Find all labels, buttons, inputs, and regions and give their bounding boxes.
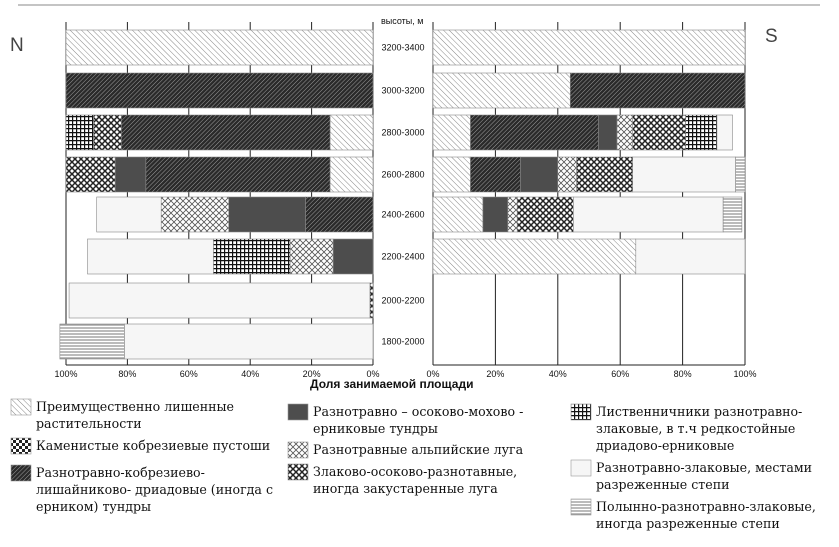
x-tick-label-left: 60%: [179, 369, 198, 379]
bar-s-bare-2600-2800: [433, 157, 470, 192]
bar-s-alpine-2400-2600: [508, 197, 517, 232]
bar-n-steppe-2000-2200: [69, 283, 370, 318]
bar-n-steppe-1800-2000: [124, 324, 373, 359]
bar-n-sedge-2200-2400: [333, 239, 373, 274]
x-tick-label-right: 100%: [733, 369, 757, 379]
bar-s-wormwood-2400-2600: [723, 197, 742, 232]
x-tick-label-left: 40%: [241, 369, 260, 379]
legend-item-steppe: [570, 459, 812, 493]
bar-s-bare-2200-2400: [433, 239, 636, 274]
bar-s-steppe-2400-2600: [573, 197, 723, 232]
legend-item-stony: [10, 437, 270, 455]
legend-swatch-wormwood: [570, 498, 592, 516]
bar-s-bare-2400-2600: [433, 197, 483, 232]
legend-item-grassmeadow: [287, 463, 517, 497]
category-label: 2600-2800: [381, 169, 425, 180]
category-label: 2400-2600: [381, 209, 425, 220]
bar-n-sedge-2600-2800: [115, 157, 146, 192]
legend-swatch-bare: [10, 398, 32, 416]
x-tick-label-left: 20%: [302, 369, 321, 379]
altitude-header: высоты, м: [381, 16, 424, 26]
x-tick-label-right: 20%: [486, 369, 505, 379]
bar-s-grassmeadow-2800-3000: [633, 115, 686, 150]
legend-item-tundra: [10, 464, 273, 515]
bar-n-grassmeadow-2800-3000: [94, 115, 122, 150]
bar-n-bare-2800-3000: [330, 115, 373, 150]
bar-n-bare-2600-2800: [330, 157, 373, 192]
bar-n-grassmeadow-2000-2200: [370, 283, 373, 318]
bar-n-sedge-2400-2600: [229, 197, 306, 232]
bar-s-steppe-2800-3000: [717, 115, 733, 150]
legend-label: Разнотравно – осоково-мохово - ерниковые тундры: [313, 404, 524, 436]
x-tick-label-left: 80%: [118, 369, 137, 379]
x-tick-label-left: 0%: [366, 369, 380, 379]
legend-item-alpine: [287, 441, 523, 459]
bar-s-sedge-2800-3000: [598, 115, 617, 150]
legend-label: Разнотравно-кобрезиево- лишайниково- дриадовые (иногда с ерником) тундры: [36, 465, 273, 514]
legend-swatch-tundra: [10, 464, 32, 482]
category-label: 2200-2400: [381, 251, 425, 262]
legend-item-sedge: [287, 403, 523, 437]
bar-n-tundra-2600-2800: [146, 157, 330, 192]
bar-s-sedge-2600-2800: [520, 157, 557, 192]
bar-s-tundra-3000-3200: [570, 73, 745, 108]
legend-swatch-stony: [10, 437, 32, 455]
bar-s-steppe-2200-2400: [636, 239, 745, 274]
category-labels: [381, 43, 424, 347]
category-label: 3000-3200: [381, 85, 425, 96]
x-tick-label-right: 0%: [426, 369, 440, 379]
x-tick-label-left: 100%: [54, 369, 78, 379]
bar-n-grassmeadow-2600-2800: [66, 157, 115, 192]
panel-label-n: N: [10, 35, 24, 56]
bar-n-tundra-2800-3000: [121, 115, 330, 150]
bar-n-larch-2800-3000: [66, 115, 94, 150]
bar-n-tundra-2400-2600: [305, 197, 373, 232]
x-axis-label: Доля занимаемой площади: [310, 377, 474, 391]
bar-s-bare-3200-3400: [433, 30, 745, 65]
category-label: 2000-2200: [381, 295, 425, 306]
bar-n-steppe-2200-2400: [87, 239, 213, 274]
bar-s-alpine-2800-3000: [617, 115, 633, 150]
legend-item-larch: [570, 403, 802, 454]
legend-swatch-larch: [570, 403, 592, 421]
legend-item-wormwood: [570, 498, 816, 532]
bar-n-bare-3200-3400: [66, 30, 373, 65]
bar-s-bare-3000-3200: [433, 73, 570, 108]
legend-swatch-alpine: [287, 441, 309, 459]
legend-label: Разнотравные альпийские луга: [313, 442, 524, 457]
bar-s-sedge-2400-2600: [483, 197, 508, 232]
bar-n-alpine-2200-2400: [290, 239, 333, 274]
bar-s-grassmeadow-2400-2600: [517, 197, 573, 232]
x-tick-label-right: 40%: [548, 369, 567, 379]
legend-label: Преимущественно лишенные растительности: [36, 399, 235, 431]
bar-s-wormwood-2600-2800: [736, 157, 745, 192]
bar-s-bare-2800-3000: [433, 115, 470, 150]
bar-n-steppe-2400-2600: [97, 197, 161, 232]
legend-label: Полынно-разнотравно-злаковые, иногда разреженные степи: [596, 499, 816, 531]
legend-label: Разнотравно-злаковые, местами разреженные степи: [596, 460, 813, 492]
bar-s-tundra-2800-3000: [470, 115, 598, 150]
bar-s-alpine-2600-2800: [558, 157, 577, 192]
category-label: 1800-2000: [381, 336, 425, 347]
legend-label: Лиственничники разнотравно- злаковые, в т.ч редкостойные дриадово-ерниковые: [596, 404, 803, 453]
x-tick-label-right: 80%: [673, 369, 692, 379]
category-label: 2800-3000: [381, 127, 425, 138]
panel-label-s: S: [765, 26, 778, 47]
legend-swatch-steppe: [570, 459, 592, 477]
category-label: 3200-3400: [381, 42, 425, 53]
bar-s-grassmeadow-2600-2800: [577, 157, 633, 192]
legend-label: Злаково-осоково-разнотавные, иногда закустаренные луга: [313, 464, 518, 496]
legend-label: Каменистые кобрезиевые пустоши: [36, 438, 271, 453]
bar-n-larch-2200-2400: [213, 239, 290, 274]
bars-left: [60, 30, 373, 359]
bar-n-tundra-3000-3200: [66, 73, 373, 108]
bars-right: [433, 30, 745, 274]
bar-s-steppe-2600-2800: [633, 157, 736, 192]
x-tick-label-right: 60%: [611, 369, 630, 379]
bar-s-tundra-2600-2800: [470, 157, 520, 192]
bar-n-alpine-2400-2600: [161, 197, 229, 232]
legend-swatch-sedge: [287, 403, 309, 421]
bar-s-larch-2800-3000: [686, 115, 717, 150]
legend-swatch-grassmeadow: [287, 463, 309, 481]
legend-item-bare: [10, 398, 234, 432]
bar-n-wormwood-1800-2000: [60, 324, 124, 359]
